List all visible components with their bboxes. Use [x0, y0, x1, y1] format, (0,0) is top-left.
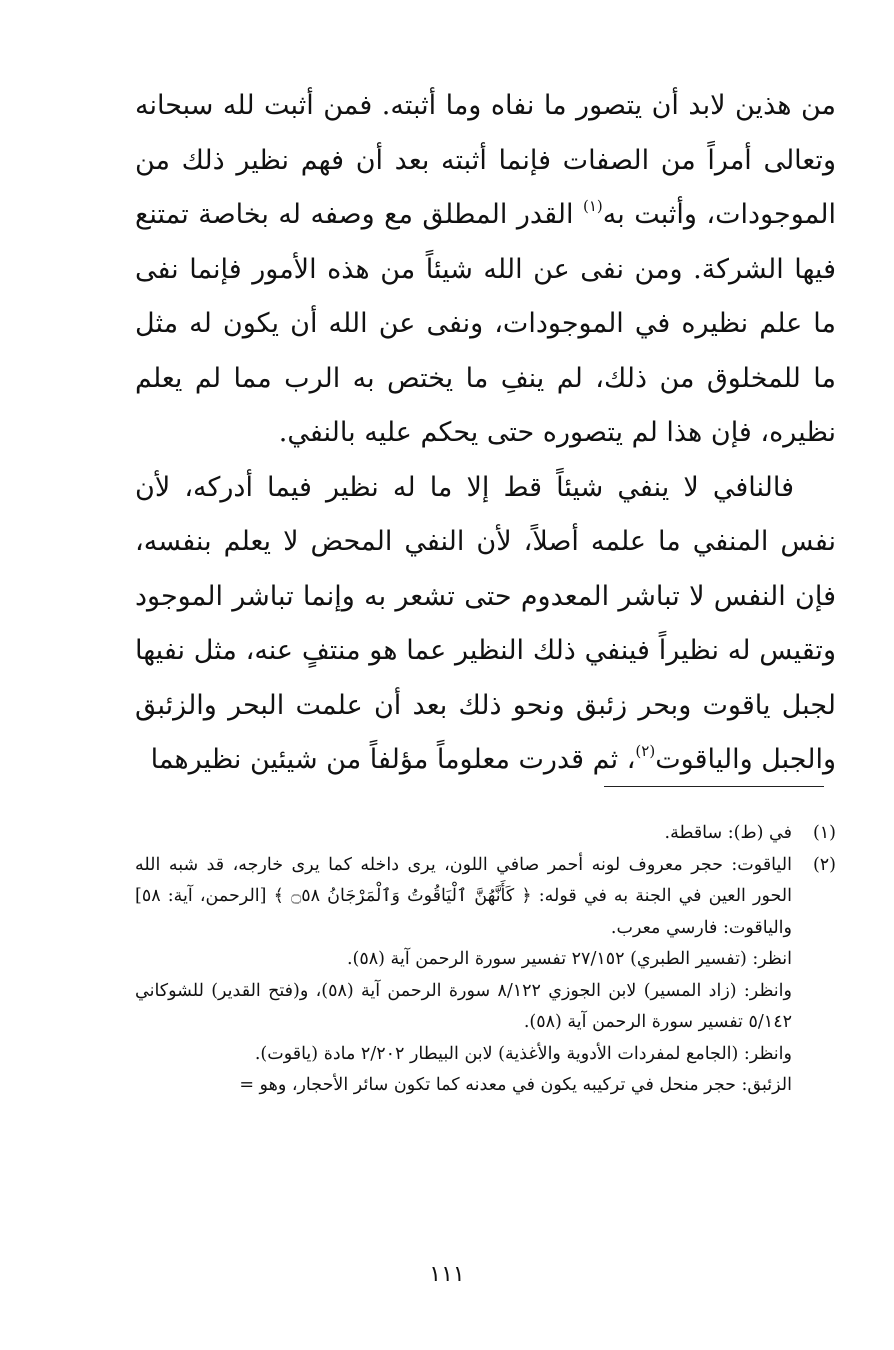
paragraph-1: [135, 79, 836, 461]
footnote-line: الزئبق: حجر منحل في تركيبه يكون في معدنه كما تكون سائر الأحجار، وهو =: [239, 1075, 792, 1095]
footnote-number: (٢): [812, 854, 836, 875]
paragraph-2: [135, 461, 836, 788]
page-number: ١١١: [429, 1262, 465, 1287]
footnote-body: [135, 818, 792, 850]
footnote-1: [135, 818, 836, 850]
footnote-line: وانظر: (الجامع لمفردات الأدوية والأغذية) لابن البيطار ٢/٢٠٢ مادة (ياقوت).: [254, 1043, 792, 1064]
footnote-line: الياقوت: حجر معروف لونه أحمر صافي اللون، يرى داخله كما يرى خارجه، قد شبه الله الحور العين في الجنة به في قوله: ﴿ كَأَنَّهُنَّ ٱلْيَاقُوتُ وَٱلْمَرْجَانُ ۝٥٨ ﴾ [الرحمن، آية: ٥٨] والياقوت: فارسي معرب.: [135, 854, 792, 938]
main-text: [135, 0, 836, 788]
footnotes: [135, 818, 836, 1102]
footnote-separator: [604, 786, 824, 787]
footnote-line: وانظر: (زاد المسير) لابن الجوزي ٨/١٢٢ سورة الرحمن آية (٥٨)، و(فتح القدير) للشوكاني ٥/١٤٢ تفسير سورة الرحمن آية (٥٨).: [135, 980, 792, 1032]
footnote-line: في (ط): ساقطة.: [664, 823, 792, 843]
footnote-number: (١): [812, 823, 836, 843]
footnote-ref-2: (٢): [635, 742, 656, 760]
footnote-2: [135, 850, 836, 1102]
paragraph-1-text-a: من هذين لابد أن يتصور ما نفاه وما أثبته. فمن أثبت لله سبحانه وتعالى أمراً من الصفات فإنما أثبته بعد أن فهم نظير ذلك من الموجودات، وأثبت به: [135, 90, 836, 230]
paragraph-2-text-b: ، ثم قدرت معلوماً مؤلفاً من شيئين نظيرهما: [150, 744, 636, 775]
paragraph-1-text-b: القدر المطلق مع وصفه له بخاصة تمتنع فيها الشركة. ومن نفى عن الله شيئاً من هذه الأمور فإنما نفى ما علم نظيره في الموجودات، ونفى عن الله أن يكون له مثل ما للمخلوق من ذلك، لم ينفِ ما يختص به الرب مما لم يعلم نظيره، فإن هذا لم يتصوره حتى يحكم عليه بالنفي.: [135, 199, 836, 448]
footnote-line: انظر: (تفسير الطبري) ٢٧/١٥٢ تفسير سورة الرحمن آية (٥٨).: [346, 949, 792, 969]
footnote-ref-1: (١): [582, 197, 603, 215]
paragraph-2-text-a: فالنافي لا ينفي شيئاً قط إلا ما له نظير فيما أدركه، لأن نفس المنفي ما علمه أصلاً، لأن النفي المحض لا يعلم بنفسه، فإن النفس لا تباشر المعدوم حتى تشعر به وإنما تباشر الموجود وتقيس له نظيراً فينفي ذلك النظير عما هو منتفٍ عنه، مثل نفيها لجبل ياقوت وبحر زئبق ونحو ذلك بعد أن علمت البحر والزئبق والجبل والياقوت: [135, 471, 836, 775]
footnote-body: [135, 850, 792, 1102]
